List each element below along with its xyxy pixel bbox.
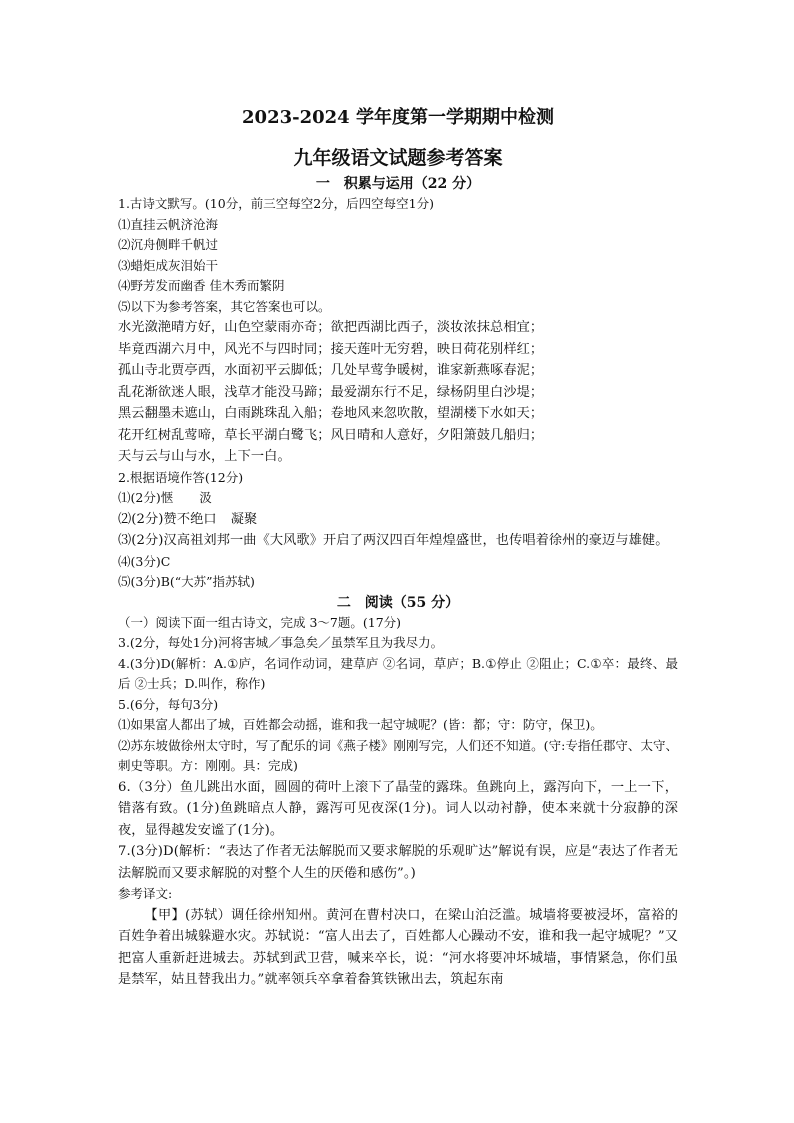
poem-line: 天与云与山与水，上下一白。: [118, 449, 291, 464]
q2-answer-2-first: ⑵(2分)赞不绝口: [118, 511, 217, 527]
poem-line: 乱花渐欲迷人眼，浅草才能没马蹄；最爱湖东行不足，绿杨阴里白沙堤；: [118, 384, 544, 400]
poem-line: 花开红树乱莺啼，草长平湖白鹭飞；风日晴和人意好，夕阳箫鼓几船归；: [118, 427, 544, 443]
q2-answer-2: [118, 509, 678, 531]
q2-answer-1-second: 汲: [199, 490, 212, 505]
answer-sheet-page: [118, 104, 678, 991]
section-heading-1: 一 积累与运用（22 分）: [315, 176, 481, 192]
page-title: 2023-2024 学年度第一学期期中检测: [242, 107, 554, 128]
q2-title: 2.根据语境作答(12分): [118, 469, 244, 485]
q6-answer: 6.（3分）鱼儿跳出水面，圆圆的荷叶上滚下了晶莹的露珠。鱼跳向上，露泻向下，一上一下，错落有致。(1分)鱼跳暗点人静，露泻可见夜深(1分)。词人以动衬静，使本来就十分寂静的深夜，显得越发安谧了(1分)。: [118, 779, 678, 838]
q2-answer-3: ⑶(2分)汉高祖刘邦一曲《大风歌》开启了两汉四百年煌煌盛世，也传唱着徐州的豪迈与雄健。: [118, 533, 669, 548]
q2-answer-4: ⑷(3分)C: [118, 553, 171, 569]
translation-label: 参考译文:: [118, 886, 173, 901]
q1-answer-4: ⑷野芳发而幽香 佳木秀而繁阴: [118, 278, 285, 293]
q1-answer-1: ⑴直挂云帆济沧海: [118, 216, 219, 232]
q5-title: 5.(6分，每句3分): [118, 696, 219, 712]
q5-answer-1: ⑴如果富人都出了城，百姓都会动摇，谁和我一起守城呢？(皆：都；守：防守，保卫)。: [118, 717, 603, 732]
reading-intro: （一）阅读下面一组古诗文，完成 3～7题。(17分): [118, 614, 402, 630]
translation-text: 【甲】(苏轼）调任徐州知州。黄河在曹村决口，在梁山泊泛滥。城墙将要被浸坏，富裕的百姓争着出城躲避水灾。苏轼说：“富人出去了，百姓都人心躁动不安，谁和我一起守城呢？”又把富人重新赶进城去。苏轼到武卫营，喊来卒长，说：“河水将要冲坏城墙，事情紧急，你们虽是禁军，姑且替我出力。”就率领兵卒拿着畚箕铁锹出去，筑起东南: [118, 907, 678, 987]
poem-line: 毕竟西湖六月中，风光不与四时同；接天莲叶无穷碧，映日荷花别样红；: [118, 341, 544, 357]
q1-answer-5-note: ⑸以下为参考答案，其它答案也可以。: [118, 298, 331, 314]
q1-title: 1.古诗文默写。(10分，前三空每空2分，后四空每空1分): [118, 196, 434, 211]
q2-answer-1-first: ⑴(2分)惬: [118, 490, 174, 505]
q1-answer-2: ⑵沉舟侧畔千帆过: [118, 237, 219, 252]
q5-answer-2: ⑵苏东坡做徐州太守时，写了配乐的词《燕子楼》刚刚写完，人们还不知道。(守:专指任郡守、太守、刺史等职。方：刚刚。具：完成): [118, 737, 678, 773]
q2-answer-2-second: 凝聚: [230, 511, 258, 527]
section-heading-2: 二 阅读（55 分）: [336, 594, 460, 611]
poem-line: 黑云翻墨未遮山，白雨跳珠乱入船；卷地风来忽吹散，望湖楼下水如天；: [118, 406, 544, 421]
poem-line: 孤山寺北贾亭西，水面初平云脚低；几处早莺争暖树，谁家新燕啄春泥；: [118, 363, 544, 378]
q2-answer-1: [118, 488, 678, 509]
q1-answer-3: ⑶蜡炬成灰泪始干: [118, 257, 219, 273]
poem-line: 水光潋滟晴方好，山色空蒙雨亦奇；欲把西湖比西子，淡妆浓抹总相宜；: [118, 320, 544, 335]
q2-answer-5: ⑸(3分)B(“大苏”指苏轼): [118, 574, 255, 589]
q7-answer: 7.(3分)D(解析：“表达了作者无法解脱而又要求解脱的乐观旷达”解说有误，应是“表达了作者无法解脱而又要求解脱的对整个人生的厌倦和感伤”。): [118, 844, 678, 881]
q4-answer: 4.(3分)D(解析：A.①庐，名词作动词，建草庐 ②名词，草庐；B.①停止 ②阻止；C.①卒：最终、最后 ②士兵；D.叫作，称作): [118, 655, 678, 691]
q3-answer: 3.(2分，每处1分)河将害城／事急矣／虽禁军且为我尽力。: [118, 635, 444, 650]
page-subtitle: 九年级语文试题参考答案: [293, 147, 503, 169]
